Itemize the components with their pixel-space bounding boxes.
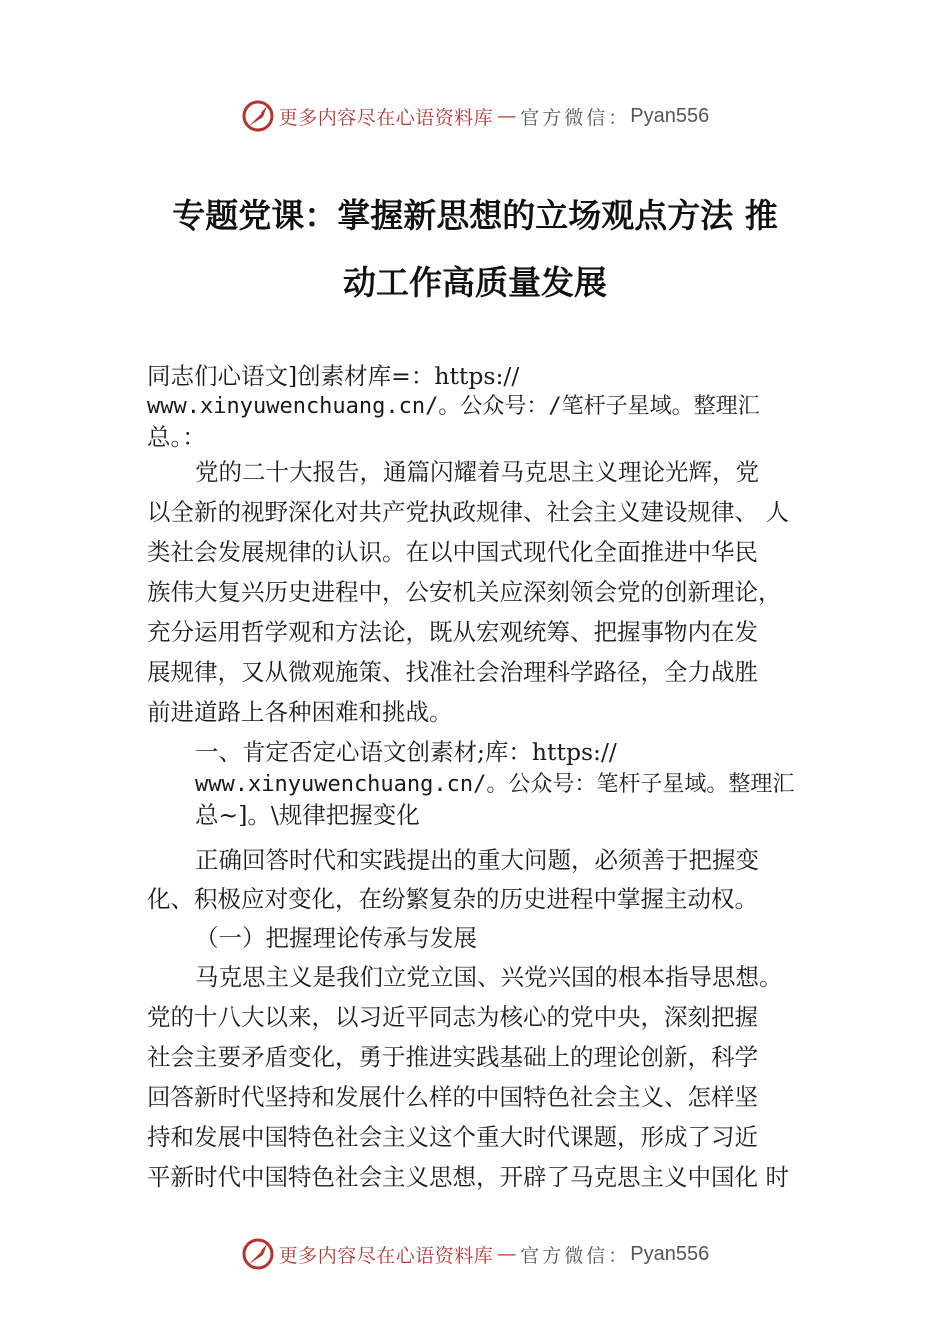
subsection-heading: （一）把握理论传承与发展	[195, 924, 477, 952]
body-line: 回答新时代坚持和发展什么样的中国特色社会主义、怎样坚	[147, 1083, 758, 1111]
body-line: 党的二十大报告，通篇闪耀着马克思主义理论光辉，党	[195, 458, 759, 486]
quill-logo-icon	[241, 1237, 275, 1271]
banner-dash: —	[497, 1243, 517, 1265]
body-line: 类社会发展规律的认识。在以中国式现代化全面推进中华民	[147, 538, 758, 566]
body-line: www.xinyuwenchuang.cn/。公众号：笔杆子星域。整理汇	[195, 772, 795, 797]
body-line: 族伟大复兴历史进程中，公安机关应深刻领会党的创新理论，	[147, 578, 782, 606]
body-line: 以全新的视野深化对共产党执政规律、社会主义建设规律、 人	[147, 498, 789, 526]
body-line: 社会主要矛盾变化，勇于推进实践基础上的理论创新，科学	[147, 1043, 758, 1071]
body-line: 党的十八大以来，以习近平同志为核心的党中央，深刻把握	[147, 1003, 758, 1031]
body-line: 前进道路上各种困难和挑战。	[147, 698, 453, 726]
section-heading: 总~]。\规律把握变化	[195, 801, 420, 829]
banner-brand-text: 更多内容尽在心语资料库	[278, 1244, 494, 1267]
banner-wechat-id: Pyan556	[630, 1242, 710, 1265]
body-line: 马克思主义是我们立党立国、兴党兴国的根本指导思想。	[195, 963, 783, 991]
body-line: 正确回答时代和实践提出的重大问题，必须善于把握变	[195, 846, 759, 874]
document-title-line-2: 动工作高质量发展	[343, 263, 607, 302]
banner-dash: —	[497, 105, 517, 127]
body-line: 充分运用哲学观和方法论，既从宏观统筹、把握事物内在发	[147, 618, 758, 646]
banner-wechat-id: Pyan556	[630, 104, 710, 127]
section-heading: 一、肯定否定心语文创素材;库：https://	[195, 738, 617, 766]
body-line: 总。：	[147, 423, 206, 451]
banner-wechat-label: 官方微信：	[520, 1244, 631, 1267]
banner-brand-text: 更多内容尽在心语资料库	[278, 106, 494, 129]
body-line: 展规律，又从微观施策、找准社会治理科学路径，全力战胜	[147, 658, 758, 686]
banner-wechat-label: 官方微信：	[520, 106, 631, 129]
body-line: 同志们心语文]创素材库=：https://	[147, 362, 520, 390]
body-line: 持和发展中国特色社会主义这个重大时代课题，形成了习近	[147, 1123, 758, 1151]
body-line: 平新时代中国特色社会主义思想，开辟了马克思主义中国化 时	[147, 1163, 789, 1191]
quill-logo-icon	[241, 99, 275, 133]
body-line: www.xinyuwenchuang.cn/。公众号：/笔杆子星域。整理汇	[147, 394, 760, 419]
body-line: 化、积极应对变化，在纷繁复杂的历史进程中掌握主动权。	[147, 885, 758, 913]
header-banner	[0, 96, 950, 136]
footer-banner	[0, 1234, 950, 1274]
document-title-line-1: 专题党课：掌握新思想的立场观点方法 推	[172, 196, 778, 235]
